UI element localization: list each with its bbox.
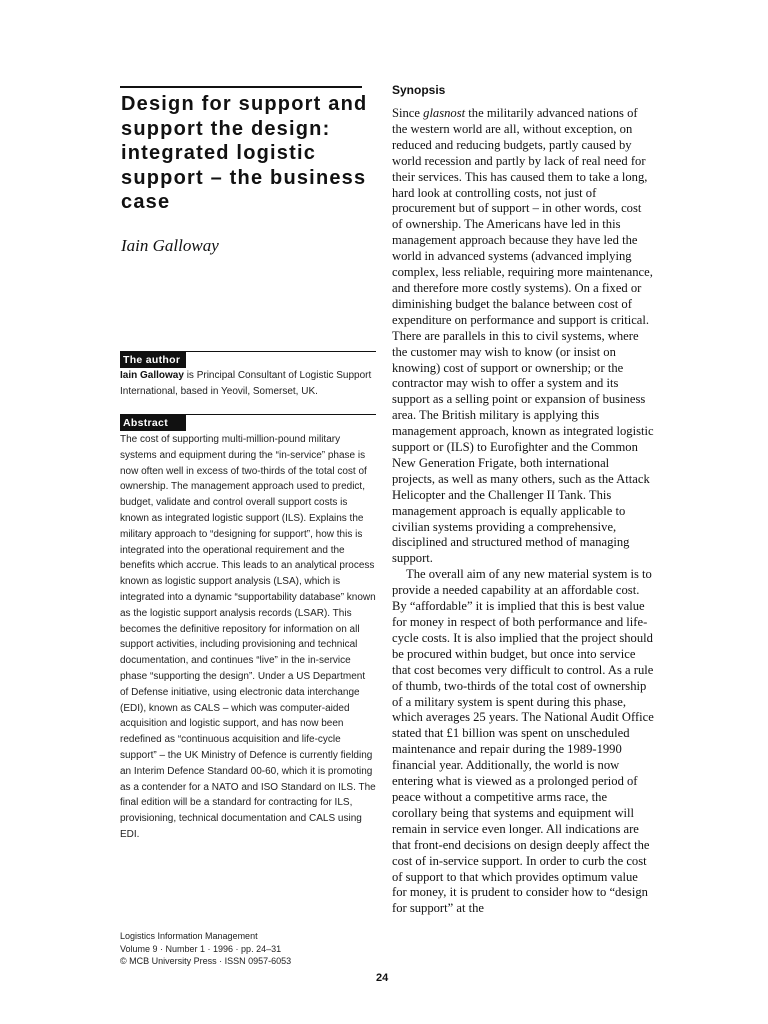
synopsis-body <box>392 106 654 917</box>
abstract-label: Abstract <box>120 415 186 431</box>
synopsis-p1-italic: glasnost <box>423 106 466 120</box>
author-bio <box>120 368 376 400</box>
author-name: Iain Galloway <box>121 236 219 255</box>
author-label: The author <box>120 352 186 368</box>
synopsis-paragraph-1 <box>392 106 654 567</box>
journal-name: Logistics Information Management <box>120 931 258 941</box>
synopsis-paragraph-2: The overall aim of any new material system is to provide a needed capability at an affordable cost. By “affordable” it is implied that this is best value for money in respect of both performance and life-cycle costs. It is also implied that the project should be procured within budget, but once into service that cost becomes very difficult to control. As a rule of thumb, two-thirds of the total cost of ownership of a military system is spent during this phase, which averages 25 years. The National Audit Office stated that £1 billion was spent on unscheduled maintenance and repair during the 1989-1990 financial year. Additionally, the world is now entering what is viewed as a prolonged period of peace without a competitive arms race, the corollary being that systems and equipment will remain in service even longer. All indications are that front-end decisions on design deeply affect the cost of in-service support. In order to curb the cost of support to that which provides optimum value for money, it is prudent to consider how to “design for support” at the <box>392 567 654 916</box>
journal-publisher: © MCB University Press · ISSN 0957-6053 <box>120 956 292 966</box>
author-bio-text: is Principal Consultant of Logistic Support International, based in Yeovil, Somerset, UK. <box>120 370 372 397</box>
title-rule <box>120 86 362 88</box>
synopsis-heading: Synopsis <box>392 83 446 97</box>
synopsis-p1-rest: the militarily advanced nations of the western world are all, without exception, on reduced and reducing budgets, partly caused by world recession and partly by lack of real need for their services. This has caused them to take a long, hard look at controlling costs, not just of procurement but of support – in other words, cost of ownership. The Americans have led in this management approach because they have led the world in advanced systems (advanced implying complex, less reliable, requiring more maintenance, and therefore more costly systems). On a fixed or diminishing budget the balance between cost of expenditure on performance and support is critical. There are parallels in this to civil systems, where the customer may wish to know (or insist on knowing) cost of support or ownership; or the contractor may wish to offer a system and its support as a selling point or expansion of business area. The British military is applying this management approach, known as integrated logistic support or (ILS) to Eurofighter and the Common New Generation Frigate, both international projects, as well as many others, such as the Attack Helicopter and the Challenger II Tank. This management approach is equally applicable to civilian systems providing a comprehensive, disciplined and structured method of managing support. <box>392 106 654 566</box>
author-bio-name: Iain Galloway <box>120 370 184 381</box>
article-title: Design for support and support the design: integrated logistic support – the business case <box>121 93 368 213</box>
journal-volume: Volume 9 · Number 1 · 1996 · pp. 24–31 <box>120 943 282 954</box>
journal-footer <box>120 930 380 968</box>
page-number: 24 <box>376 972 389 984</box>
synopsis-p1-start: Since <box>392 106 424 120</box>
author-section <box>120 351 376 368</box>
abstract-text: The cost of supporting multi-million-pound military systems and equipment during the “in-service” phase is now often well in excess of two-thirds of the total cost of ownership. The management approach used to predict, budget, validate and control overall support costs is known as integrated logistic support (ILS). Explains the military approach to “designing for support”, how this is integrated into the operational requirement and the benefits which accrue. This leads to an analytical process known as logistic support analysis (LSA), which is integrated into a dynamic “supportability database” known as the logistic support analysis records (LSAR). This becomes the definitive repository for information on all support activities, including provisioning and technical documentation, and continues “live” in the in-service phase “supporting the design”. Under a US Department of Defense initiative, using electronic data interchange (EDI), known as CALS – which was computer-aided acquisition and logistic support, and has now been redefined as “continuous acquisition and life-cycle support” – the UK Ministry of Defence is currently fielding an Interim Defence Standard 00-60, which it is promoting as a contender for a NATO and ISO Standard on ILS. The final edition will be a standard for contracting for ILS, provisioning, technical documentation and CALS using EDI. <box>120 434 376 840</box>
abstract-section <box>120 414 376 431</box>
